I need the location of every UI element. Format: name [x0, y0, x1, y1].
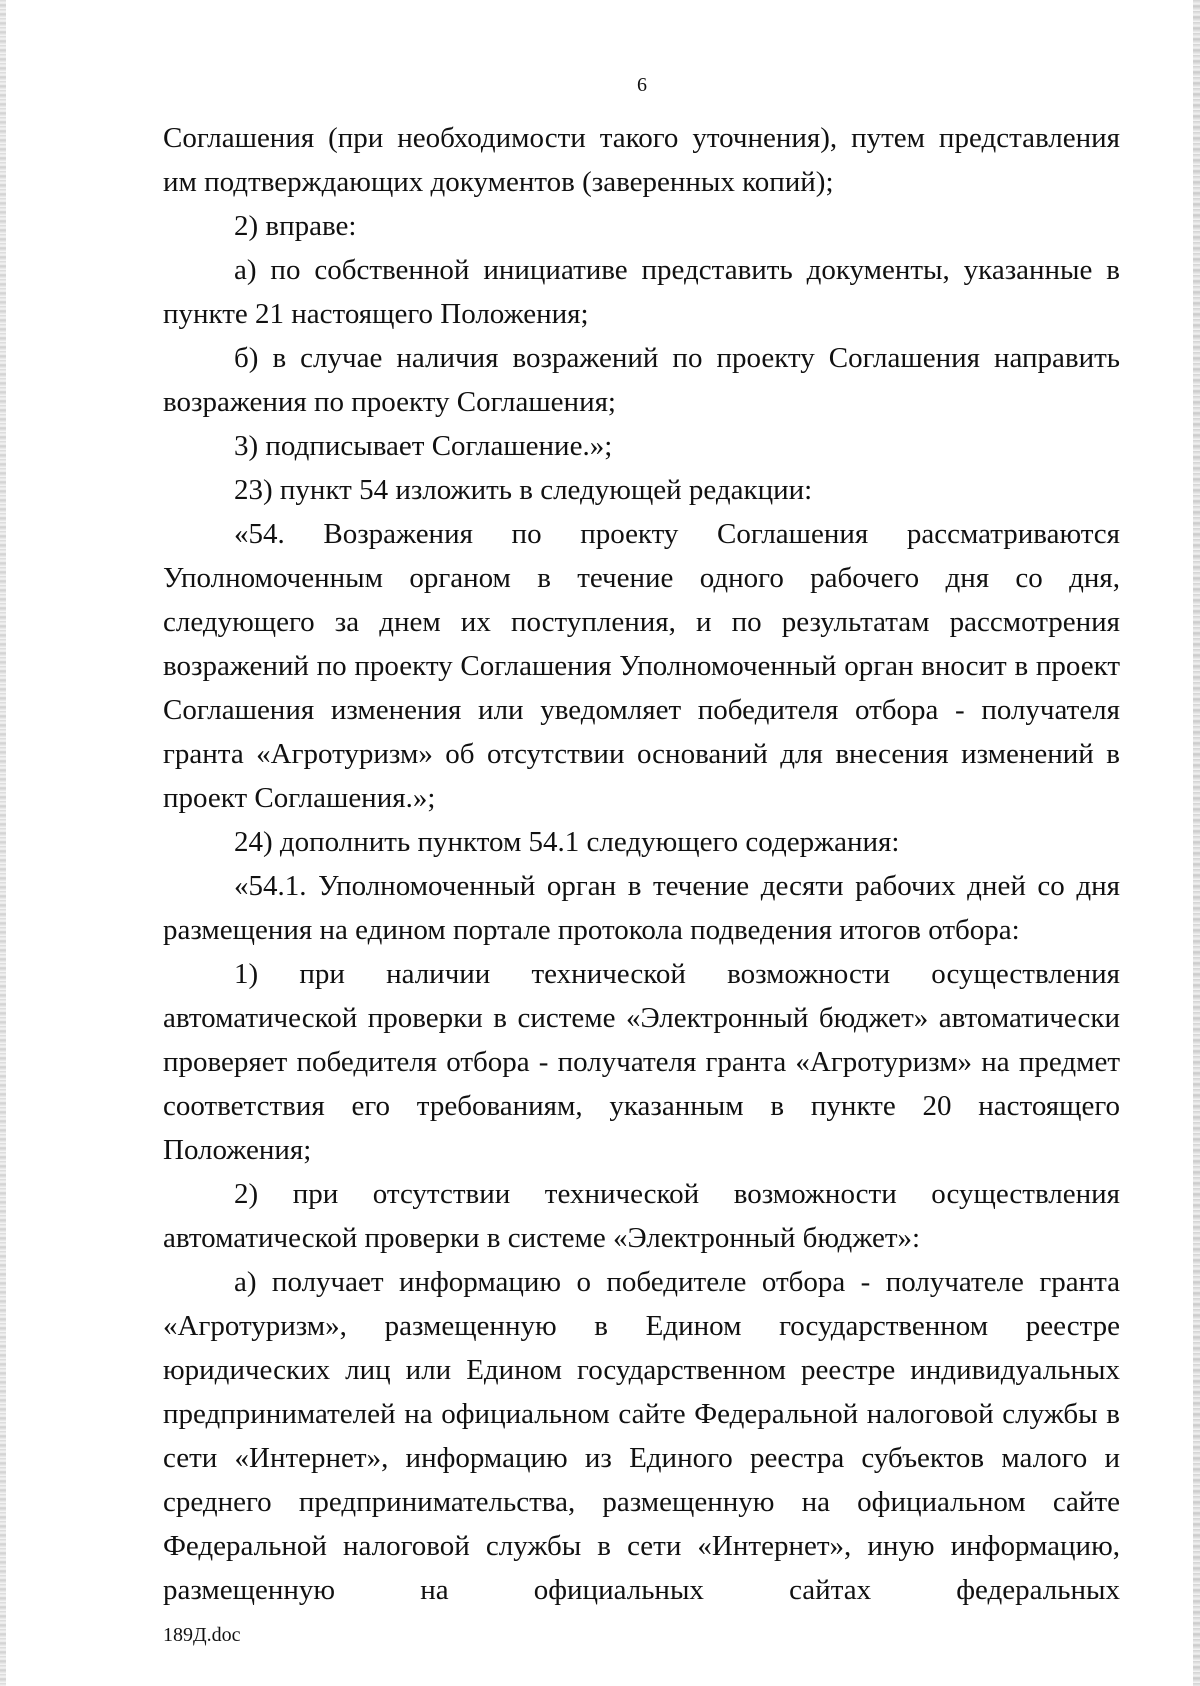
paragraph: «54. Возражения по проекту Соглашения рассматриваются Уполномоченным органом в течение одного рабочего дня со дня, следующего за днем их поступления, и по результатам рассмотрения возражений по проекту Соглашения Уполномоченный орган вносит в проект Соглашения изменения или уведомляет победителя отбора - получателя гранта «Агротуризм» об отсутствии оснований для внесения изменений в проект Соглашения.»;: [163, 518, 1120, 814]
paragraph: 3) подписывает Соглашение.»;: [234, 430, 613, 462]
paragraph: 2) при отсутствии технической возможности осуществления автоматической проверки в системе «Электронный бюджет»:: [163, 1178, 1120, 1254]
paragraph: 24) дополнить пунктом 54.1 следующего содержания:: [234, 826, 900, 858]
document-body: [163, 116, 1120, 1612]
paragraph: Соглашения (при необходимости такого уточнения), путем представления им подтверждающих документов (заверенных копий);: [163, 122, 1120, 198]
paragraph: «54.1. Уполномоченный орган в течение десяти рабочих дней со дня размещения на едином портале протокола подведения итогов отбора:: [163, 870, 1120, 946]
file-name-footer: 189Д.doc: [163, 1624, 241, 1646]
paragraph: б) в случае наличия возражений по проекту Соглашения направить возражения по проекту Соглашения;: [163, 342, 1120, 418]
paragraph: а) по собственной инициативе представить документы, указанные в пункте 21 настоящего Положения;: [163, 254, 1120, 330]
paragraph: а) получает информацию о победителе отбора - получателе гранта «Агротуризм», размещенную в Едином государственном реестре юридических лиц или Едином государственном реестре индивидуальных предпринимателей на официальном сайте Федеральной налоговой службы в сети «Интернет», информацию из Единого реестра субъектов малого и среднего предпринимательства, размещенную на официальном сайте Федеральной налоговой службы в сети «Интернет», иную информацию, размещенную на официальных сайтах федеральных: [163, 1266, 1120, 1606]
page-number: 6: [637, 74, 647, 96]
scan-edge-right: [1193, 0, 1200, 1686]
scan-edge-left: [0, 0, 6, 1686]
paragraph: 1) при наличии технической возможности осуществления автоматической проверки в системе «Электронный бюджет» автоматически проверяет победителя отбора - получателя гранта «Агротуризм» на предмет соответствия его требованиям, указанным в пункте 20 настоящего Положения;: [163, 958, 1120, 1166]
paragraph: 2) вправе:: [234, 210, 357, 242]
paragraph: 23) пункт 54 изложить в следующей редакции:: [234, 474, 813, 506]
